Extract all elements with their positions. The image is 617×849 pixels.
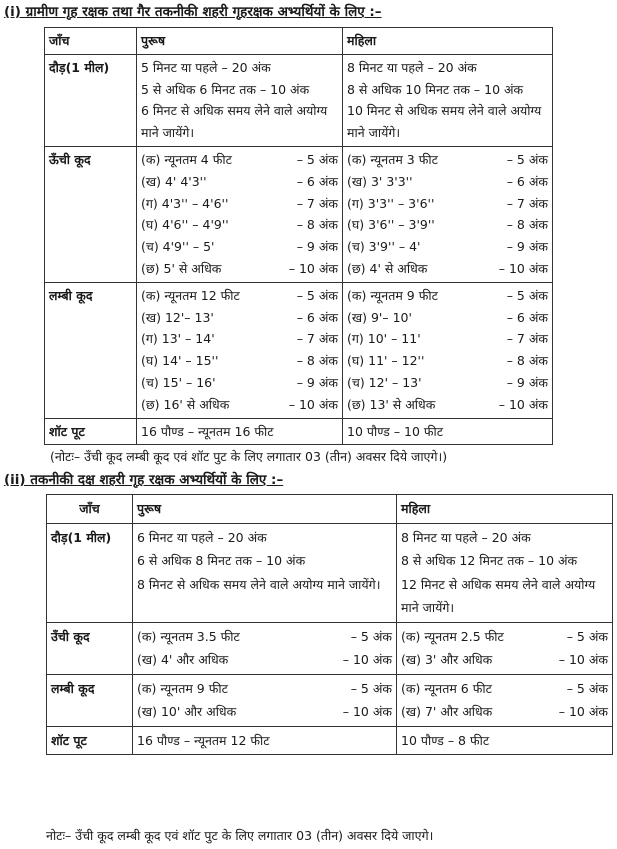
score-points: – 10 अंक bbox=[498, 260, 548, 276]
shot-put-male: 16 पौण्ड – न्यूनतम 12 फीट bbox=[133, 726, 397, 755]
score-row bbox=[141, 307, 338, 329]
score-row bbox=[347, 350, 548, 372]
score-range: (च) 4'9'' – 5' bbox=[141, 239, 215, 255]
cell-line: 8 से अधिक 12 मिनट तक – 10 अंक bbox=[401, 553, 578, 568]
score-row bbox=[141, 372, 338, 394]
score-points: – 10 अंक bbox=[558, 652, 608, 667]
table-row-shot-put bbox=[47, 726, 613, 755]
score-points: – 7 अंक bbox=[506, 331, 548, 347]
score-points: – 9 अंक bbox=[506, 374, 548, 390]
score-range: (ख) 3' 3'3'' bbox=[347, 173, 413, 189]
score-points: – 9 अंक bbox=[506, 239, 548, 255]
score-row bbox=[347, 372, 548, 394]
score-range: (छ) 13' से अधिक bbox=[347, 396, 436, 412]
score-range: (क) न्यूनतम 12 फीट bbox=[141, 287, 240, 303]
section2-heading: (ii) तकनीकी दक्ष शहरी गृह रक्षक अभ्यर्थियों के लिए :– bbox=[4, 472, 284, 488]
score-points: – 7 अंक bbox=[506, 195, 548, 211]
high-jump-female bbox=[397, 622, 613, 674]
score-points: – 6 अंक bbox=[506, 309, 548, 325]
score-range: (क) न्यूनतम 6 फीट bbox=[401, 680, 492, 696]
score-range: (घ) 14' – 15'' bbox=[141, 353, 219, 369]
score-range: (क) न्यूनतम 3.5 फीट bbox=[137, 628, 240, 644]
section1-heading: (i) ग्रामीण गृह रक्षक तथा गैर तकनीकी शहरी गृहरक्षक अभ्यर्थियों के लिए :– bbox=[4, 4, 382, 20]
run-label: दौड़(1 मील) bbox=[45, 54, 137, 146]
run-label: दौड़(1 मील) bbox=[47, 523, 133, 622]
table-row-shot-put bbox=[45, 418, 553, 445]
shot-put-male: 16 पौण्ड – न्यूनतम 16 फीट bbox=[137, 418, 343, 445]
section1-table bbox=[44, 27, 553, 445]
section2-note: नोटः– उँची कूद लम्बी कूद एवं शॉट पुट के लिए लगातार 03 (तीन) अवसर दिये जाएगे। bbox=[46, 828, 434, 843]
score-row bbox=[347, 285, 548, 307]
score-points: – 5 अंक bbox=[350, 628, 392, 644]
score-points: – 5 अंक bbox=[506, 287, 548, 303]
cell-line: 6 से अधिक 8 मिनट तक – 10 अंक bbox=[137, 553, 306, 568]
score-points: – 10 अंक bbox=[342, 704, 392, 719]
score-row bbox=[137, 648, 392, 672]
score-row bbox=[401, 625, 608, 649]
run-female bbox=[397, 523, 613, 622]
score-row bbox=[137, 625, 392, 649]
score-range: (ख) 4' 4'3'' bbox=[141, 173, 207, 189]
score-range: (ग) 4'3'' – 4'6'' bbox=[141, 195, 229, 211]
score-points: – 10 अंक bbox=[498, 396, 548, 412]
header-test: जाँच bbox=[47, 495, 133, 524]
score-range: (घ) 4'6'' – 4'9'' bbox=[141, 217, 229, 233]
score-row bbox=[347, 171, 548, 193]
run-male bbox=[137, 54, 343, 146]
table-row-run bbox=[47, 523, 613, 622]
score-range: (ख) 7' और अधिक bbox=[401, 704, 493, 719]
cell-line: 8 से अधिक 10 मिनट तक – 10 अंक bbox=[347, 81, 524, 97]
score-points: – 7 अंक bbox=[296, 331, 338, 347]
shot-put-label: शॉट पूट bbox=[47, 726, 133, 755]
score-range: (क) न्यूनतम 4 फीट bbox=[141, 151, 232, 167]
score-row bbox=[347, 214, 548, 236]
score-points: – 10 अंक bbox=[558, 704, 608, 719]
score-points: – 8 अंक bbox=[506, 353, 548, 369]
score-range: (क) न्यूनतम 2.5 फीट bbox=[401, 628, 504, 644]
shot-put-female: 10 पौण्ड – 8 फीट bbox=[397, 726, 613, 755]
score-points: – 6 अंक bbox=[296, 173, 338, 189]
cell-line: 8 मिनट से अधिक समय लेने वाले अयोग्य माने जायेंगे। bbox=[137, 576, 381, 592]
score-range: (घ) 3'6'' – 3'9'' bbox=[347, 217, 435, 233]
score-points: – 5 अंक bbox=[350, 680, 392, 696]
score-range: (ख) 10' और अधिक bbox=[137, 704, 237, 719]
score-row bbox=[347, 149, 548, 171]
score-points: – 6 अंक bbox=[506, 173, 548, 189]
score-range: (क) न्यूनतम 9 फीट bbox=[347, 287, 438, 303]
high-jump-male bbox=[133, 622, 397, 674]
cell-line: 6 मिनट से अधिक समय लेने वाले अयोग्य माने जायेंगे। bbox=[141, 103, 328, 141]
score-points: – 8 अंक bbox=[296, 217, 338, 233]
cell-line: 6 मिनट या पहले – 20 अंक bbox=[137, 529, 267, 545]
long-jump-label: लम्बी कूद bbox=[47, 674, 133, 726]
table-row-high-jump bbox=[47, 622, 613, 674]
long-jump-female bbox=[397, 674, 613, 726]
score-range: (ख) 9'– 10' bbox=[347, 309, 412, 325]
score-points: – 8 अंक bbox=[506, 217, 548, 233]
score-points: – 5 अंक bbox=[296, 287, 338, 303]
cell-line: 10 मिनट से अधिक समय लेने वाले अयोग्य माने जायेंगे। bbox=[347, 103, 542, 141]
score-row bbox=[347, 236, 548, 258]
score-range: (च) 12' – 13' bbox=[347, 374, 422, 390]
high-jump-female bbox=[343, 146, 553, 282]
header-male: पुरूष bbox=[137, 28, 343, 55]
score-range: (घ) 11' – 12'' bbox=[347, 353, 425, 369]
score-points: – 9 अंक bbox=[296, 374, 338, 390]
long-jump-female bbox=[343, 282, 553, 418]
score-row bbox=[141, 149, 338, 171]
section1-note: (नोटः– उँची कूद लम्बी कूद एवं शॉट पुट के लिए लगातार 03 (तीन) अवसर दिये जाएगे।) bbox=[50, 449, 448, 464]
score-row bbox=[141, 394, 338, 416]
score-range: (ग) 3'3'' – 3'6'' bbox=[347, 195, 435, 211]
score-row bbox=[401, 648, 608, 672]
score-range: (ख) 4' और अधिक bbox=[137, 652, 229, 667]
header-male: पुरूष bbox=[133, 495, 397, 524]
score-range: (छ) 5' से अधिक bbox=[141, 260, 222, 276]
score-range: (ख) 3' और अधिक bbox=[401, 652, 493, 667]
score-range: (ग) 10' – 11' bbox=[347, 331, 421, 347]
header-female: महिला bbox=[397, 495, 613, 524]
score-row bbox=[347, 328, 548, 350]
score-range: (छ) 4' से अधिक bbox=[347, 260, 428, 276]
score-range: (क) न्यूनतम 9 फीट bbox=[137, 680, 228, 696]
table-row-high-jump bbox=[45, 146, 553, 282]
score-row bbox=[401, 700, 608, 724]
score-row bbox=[401, 677, 608, 701]
section2-table bbox=[46, 494, 613, 755]
cell-line: 5 मिनट या पहले – 20 अंक bbox=[141, 59, 271, 75]
score-row bbox=[141, 258, 338, 280]
shot-put-female: 10 पौण्ड – 10 फीट bbox=[343, 418, 553, 445]
cell-line: 12 मिनट से अधिक समय लेने वाले अयोग्य माने जायेंगे। bbox=[401, 576, 596, 615]
long-jump-male bbox=[137, 282, 343, 418]
run-male bbox=[133, 523, 397, 622]
score-row bbox=[141, 285, 338, 307]
score-points: – 8 अंक bbox=[296, 353, 338, 369]
table-header-row bbox=[45, 28, 553, 55]
score-range: (च) 3'9'' – 4' bbox=[347, 239, 421, 255]
score-range: (छ) 16' से अधिक bbox=[141, 396, 230, 412]
table-header-row bbox=[47, 495, 613, 524]
score-row bbox=[141, 328, 338, 350]
score-points: – 10 अंक bbox=[288, 260, 338, 276]
score-row bbox=[347, 307, 548, 329]
cell-line: 5 से अधिक 6 मिनट तक – 10 अंक bbox=[141, 81, 310, 97]
score-range: (च) 15' – 16' bbox=[141, 374, 216, 390]
score-points: – 6 अंक bbox=[296, 309, 338, 325]
score-row bbox=[347, 258, 548, 280]
score-row bbox=[137, 700, 392, 724]
cell-line: 8 मिनट या पहले – 20 अंक bbox=[347, 59, 477, 75]
score-points: – 5 अंक bbox=[296, 151, 338, 167]
high-jump-label: ऊँची कूद bbox=[45, 146, 137, 282]
score-range: (ख) 12'– 13' bbox=[141, 309, 214, 325]
score-points: – 10 अंक bbox=[342, 652, 392, 667]
long-jump-male bbox=[133, 674, 397, 726]
table-row-long-jump bbox=[45, 282, 553, 418]
score-row bbox=[141, 350, 338, 372]
score-row bbox=[347, 394, 548, 416]
score-points: – 5 अंक bbox=[506, 151, 548, 167]
score-row bbox=[141, 193, 338, 215]
header-female: महिला bbox=[343, 28, 553, 55]
header-test: जाँच bbox=[45, 28, 137, 55]
score-row bbox=[141, 214, 338, 236]
score-row bbox=[347, 193, 548, 215]
high-jump-label: उँची कूद bbox=[47, 622, 133, 674]
table-row-run bbox=[45, 54, 553, 146]
long-jump-label: लम्बी कूद bbox=[45, 282, 137, 418]
score-points: – 10 अंक bbox=[288, 396, 338, 412]
high-jump-male bbox=[137, 146, 343, 282]
score-range: (क) न्यूनतम 3 फीट bbox=[347, 151, 438, 167]
run-female bbox=[343, 54, 553, 146]
shot-put-label: शॉट पूट bbox=[45, 418, 137, 445]
score-points: – 9 अंक bbox=[296, 239, 338, 255]
score-points: – 5 अंक bbox=[566, 628, 608, 644]
score-range: (ग) 13' – 14' bbox=[141, 331, 215, 347]
score-row bbox=[141, 171, 338, 193]
score-row bbox=[141, 236, 338, 258]
score-points: – 7 अंक bbox=[296, 195, 338, 211]
table-row-long-jump bbox=[47, 674, 613, 726]
score-row bbox=[137, 677, 392, 701]
cell-line: 8 मिनट या पहले – 20 अंक bbox=[401, 529, 531, 545]
score-points: – 5 अंक bbox=[566, 680, 608, 696]
